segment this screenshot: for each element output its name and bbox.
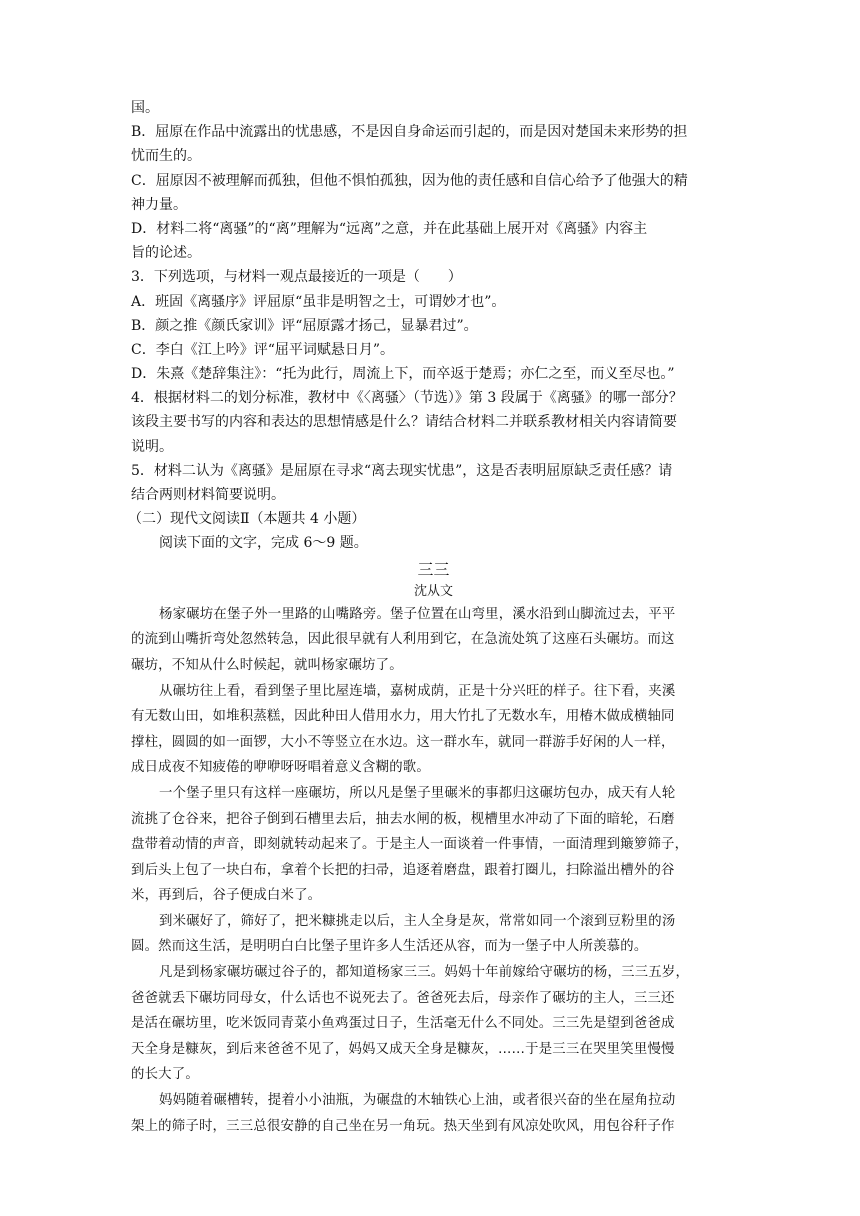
question-5 bbox=[131, 459, 736, 507]
q3-option-b: B．颜之推《颜氏家训》评“屈原露才扬己，显暴君过”。 bbox=[131, 317, 478, 334]
section-heading: （二）现代文阅读Ⅱ（本题共 4 小题） bbox=[128, 511, 366, 528]
story-author: 沈从文 bbox=[413, 583, 453, 599]
text-line: 圆。然而这生活，是明明白白比堡子里许多人生活还从容，而为一堡子中人所羡慕的。 bbox=[131, 939, 648, 955]
text-line: 的流到山嘴折弯处忽然转急，因此很早就有人利用到它，在急流处筑了这座石头碾坊。而这 bbox=[131, 632, 675, 648]
q2-option-d-line2: 旨的论述。 bbox=[131, 245, 201, 262]
text-line: 一个堡子里只有这样一座碾坊，所以凡是堡子里碾米的事都归这碾坊包办，成天有人轮 bbox=[159, 785, 676, 801]
story-paragraph bbox=[131, 602, 736, 679]
text-line: 盘带着动情的声音，即刻就转动起来了。于是主人一面谈着一件事情，一面清理到簸箩筛子， bbox=[131, 837, 689, 853]
story-body bbox=[131, 602, 736, 1139]
story-title: 三三 bbox=[417, 559, 450, 579]
exam-page bbox=[128, 96, 736, 1139]
q2-option-b-line2: 忧而生的。 bbox=[131, 148, 201, 165]
q2-option-b-line1: B．屈原在作品中流露出的忧患感，不是因自身命运而引起的，而是因对楚国未来形势的担 bbox=[131, 124, 688, 141]
text-line: 撑柱，圆圆的如一面锣，大小不等竖立在水边。这一群水车，就同一群游手好闲的人一样， bbox=[131, 734, 675, 750]
text-line: 是活在碾坊里，吃米饭同青菜小鱼鸡蛋过日子，生活毫无什么不同处。三三先是望到爸爸成 bbox=[131, 1016, 675, 1032]
text-line: 杨家碾坊在堡子外一里路的山嘴路旁。堡子位置在山弯里，溪水沿到山脚流过去，平平 bbox=[159, 606, 676, 622]
story-paragraph bbox=[131, 781, 736, 909]
text-line: 的长大了。 bbox=[131, 1067, 199, 1083]
section-instruction: 阅读下面的文字，完成 6～9 题。 bbox=[159, 535, 368, 552]
text-line: 凡是到杨家碾坊碾过谷子的，都知道杨家三三。妈妈十年前嫁给守碾坊的杨，三三五岁， bbox=[159, 965, 690, 981]
q3-option-a: A．班固《离骚序》评屈原“虽非是明智之士，可谓妙才也”。 bbox=[131, 293, 506, 310]
q5-line1: 5．材料二认为《离骚》是屈原在寻求“离去现实忧患”，这是否表明屈原缺乏责任感？请 bbox=[131, 462, 673, 479]
q3-option-c: C．李白《江上吟》评“屈平词赋悬日月”。 bbox=[131, 341, 395, 358]
text-line: 妈妈随着碾槽转，提着小小油瓶，为碾盘的木轴铁心上油，或者很兴奋的坐在屋角拉动 bbox=[159, 1093, 676, 1109]
q3-stem: 3．下列选项，与材料一观点最接近的一项是（ ） bbox=[131, 269, 462, 286]
q2-option-c-line1: C．屈原因不被理解而孤独，但他不惧怕孤独，因为他的责任感和自信心给予了他强大的精 bbox=[131, 172, 688, 189]
question-2-options bbox=[131, 96, 736, 265]
text-line: 架上的筛子时，三三总很安静的自己坐在另一角玩。热天坐到有风凉处吹风，用包谷秆子作 bbox=[131, 1118, 675, 1134]
q4-line1: 4．根据材料二的划分标准，教材中《〈离骚〉（节选）》第 3 段属于《离骚》的哪一部分？ bbox=[131, 390, 683, 407]
text-line: 到后头上包了一块白布，拿着个长把的扫帚，追逐着磨盘，跟着打圈儿，扫除溢出槽外的谷 bbox=[131, 862, 675, 878]
q5-line2: 结合两则材料简要说明。 bbox=[131, 487, 285, 503]
question-4 bbox=[131, 386, 736, 459]
text-line: 从碾坊往上看，看到堡子里比屋连墙，嘉树成荫，正是十分兴旺的样子。往下看，夹溪 bbox=[159, 683, 676, 699]
story-paragraph bbox=[131, 1088, 736, 1139]
q3-option-d: D．朱熹《楚辞集注》：“托为此行，周流上下，而卒返于楚焉；亦仁之至，而义至尽也。” bbox=[131, 366, 675, 383]
q2-option-a-tail: 国。 bbox=[131, 100, 159, 116]
story-paragraph bbox=[131, 909, 736, 960]
question-3 bbox=[131, 265, 736, 386]
text-line: 到米碾好了，筛好了，把米糠挑走以后，主人全身是灰，常常如同一个滚到豆粉里的汤 bbox=[159, 913, 676, 929]
q2-option-c-line2: 神力量。 bbox=[131, 196, 187, 213]
text-line: 碾坊，不知从什么时候起，就叫杨家碾坊了。 bbox=[131, 657, 403, 673]
story-paragraph bbox=[131, 679, 736, 781]
text-line: 成日成夜不知疲倦的咿咿呀呀唱着意义含糊的歌。 bbox=[131, 760, 430, 776]
story-paragraph bbox=[131, 960, 736, 1088]
text-line: 爸爸就丢下碾坊同母女，什么话也不说死去了。爸爸死去后，母亲作了碾坊的主人，三三还 bbox=[131, 990, 675, 1006]
text-line: 有无数山田，如堆积蒸糕，因此种田人借用水力，用大竹扎了无数水车，用椿木做成横轴同 bbox=[131, 709, 675, 725]
text-line: 米，再到后，谷子便成白米了。 bbox=[131, 888, 322, 904]
q2-option-d-line1: D．材料二将“离骚”的“离”理解为“远离”之意，并在此基础上展开对《离骚》内容主 bbox=[131, 220, 648, 237]
q4-line2: 该段主要书写的内容和表达的思想情感是什么？请结合材料二并联系教材相关内容请简要 bbox=[131, 414, 677, 431]
text-line: 流挑了仓谷来，把谷子倒到石槽里去后，抽去水闸的板，枧槽里水冲动了下面的暗轮，石磨 bbox=[131, 811, 675, 827]
text-line: 天全身是糠灰，到后来爸爸不见了，妈妈又成天全身是糠灰，……于是三三在哭里笑里慢慢 bbox=[131, 1041, 675, 1057]
q4-line3: 说明。 bbox=[131, 438, 173, 455]
